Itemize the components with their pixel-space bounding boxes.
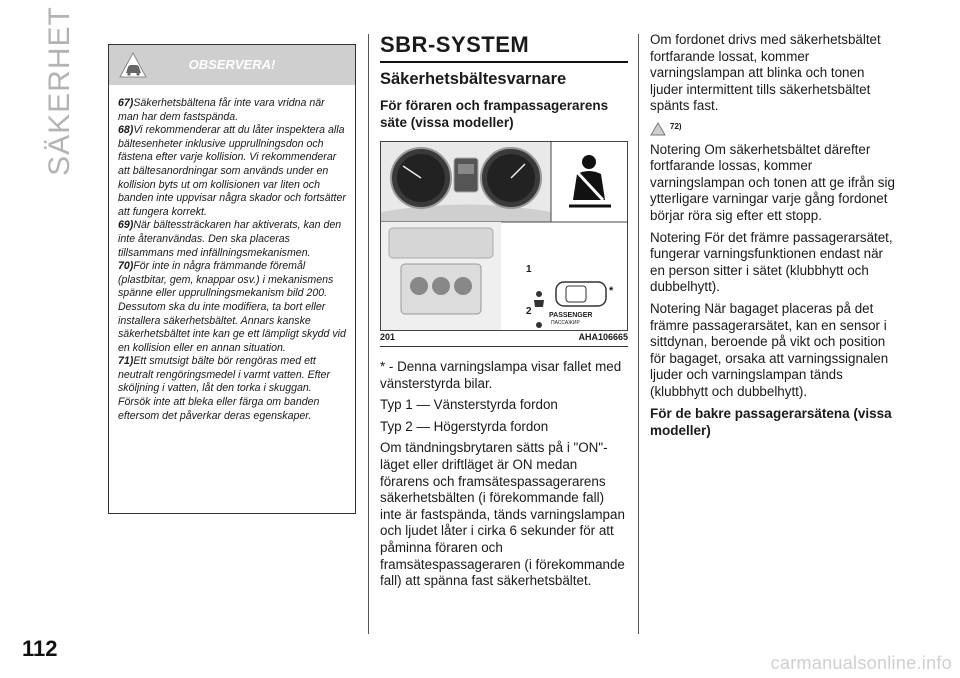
seatbelt-icon — [569, 155, 611, 206]
warning-reference — [650, 119, 900, 136]
watermark: carmanualsonline.info — [770, 653, 952, 673]
column-divider-left — [368, 34, 369, 634]
section-tab-label: SÄKERHET — [43, 6, 76, 176]
paragraph: Typ 2 — Högerstyrda fordon — [380, 418, 549, 434]
paragraph: * - Denna varningslampa visar fallet med vänsterstyrda bilar. — [380, 359, 622, 391]
note-item: 69)När bältessträckaren har aktiverats, kan den inte återanvändas. Den ska placeras tillsammans med infällningsmekanismen. — [118, 219, 342, 259]
figure-caption — [380, 332, 628, 346]
figure-label-1: 1 — [526, 264, 532, 275]
note-header — [109, 45, 355, 85]
section-title: SBR-SYSTEM — [380, 32, 530, 57]
passenger-sublabel: ПАССАЖИР — [551, 320, 580, 326]
column-divider-right — [638, 34, 639, 634]
subheading: För föraren och frampassagerarens säte (vissa modeller) — [380, 98, 609, 130]
figure-dashboard — [380, 141, 628, 331]
middle-body — [380, 359, 628, 590]
paragraph: Om fordonet drivs med säkerhetsbältet fortfarande lossat, kommer varningslampan att blinka och tonen ljuder intermittent tills säkerhetsbältet spänts fast. — [650, 32, 881, 114]
seatbelt-small-icon-1 — [534, 291, 544, 307]
car-top-view-icon — [556, 282, 606, 306]
section-tab — [40, 6, 80, 176]
warning-triangle-icon — [650, 122, 666, 136]
title-rule — [380, 61, 628, 63]
figure-code: AHA106665 — [578, 332, 628, 342]
reference-number: 72) — [670, 121, 682, 131]
paragraph: Typ 1 — Vänsterstyrda fordon — [380, 397, 558, 413]
rear-seats-heading: För de bakre passagerarsätena (vissa modeller) — [650, 406, 892, 439]
dashboard-illustration — [381, 142, 627, 330]
note-item: 70)För inte in några främmande föremål (plastbitar, gem, knappar osv.) i mekanismens spänne eller upprullningsmekanism bild 200. Dessutom ska du inte modifiera, ta bort eller installera säkerhetsbältet. Annars kanske säkerhetsbältet inte kan ge ett lämpligt skydd vid en kollision eller en annan situation. — [118, 260, 346, 354]
figure-asterisk: * — [609, 285, 614, 297]
paragraph: Om tändningsbrytaren sätts på i "ON"-läget eller driftläget är ON medan förarens och framsätespassagerarens säkerhetsbälten (i förekommande fall) inte är fastspända, tänds varningslampan och ljudet låter i cirka 6 sekunder för att påminna föraren och framsätespassageraren (i förekommande fall) att spänna fast säkerhetsbältet. — [380, 440, 625, 589]
note-item: 71)Ett smutsigt bälte bör rengöras med ett neutralt rengöringsmedel i varmt vatten. Efter sköljning i vatten, låt den torka i skuggan. Försök inte att bleka eller färga om banden eftersom det påverkar deras egenskaper. — [118, 355, 330, 422]
page-number: 112 — [22, 636, 58, 661]
note-item: 68)Vi rekommenderar att du låter inspektera alla bältesenheter inklusive upprullningsdon och fästena efter varje kollision. Vi rekommenderar att bältesanordningar som används under en kollision byts ut om kollisionen var liten och banden inte uppvisar några skador och fortsätter att fungera korrekt. — [118, 124, 346, 218]
warning-note-box — [108, 44, 356, 514]
subtitle: Säkerhetsbältesvarnare — [380, 70, 567, 88]
passenger-label: PASSENGER — [549, 312, 593, 319]
figure-number: 201 — [380, 332, 396, 342]
note-paragraph: Notering När bagaget placeras på det främre passagerarsätet, kan en sensor i sittdynan, beroende på vikt och position för bagaget, orsaka att varningssignalen ljuder och varningslampan tänds (klubbhytt och dubbelhytt). — [650, 300, 889, 399]
note-paragraph: Notering Om säkerhetsbältet därefter fortfarande lossas, kommer varningslampan och tonen att ge ifrån sig ytterligare varningar varje gång fordonet börjar röra sig efter ett stopp. — [650, 141, 895, 223]
note-body — [109, 85, 355, 423]
note-item: 67)Säkerhetsbältena får inte vara vridna när man har dem fastspända. — [118, 97, 325, 123]
note-title: OBSERVERA! — [188, 57, 276, 72]
right-column — [650, 32, 900, 439]
middle-column — [380, 32, 628, 595]
seatbelt-small-icon-2 — [536, 322, 542, 328]
figure-label-2: 2 — [526, 306, 532, 317]
note-paragraph: Notering För det främre passagerarsätet, fungerar varningsfunktionen endast när en person sitter i sätet (klubbhytt och dubbelhytt). — [650, 229, 893, 295]
